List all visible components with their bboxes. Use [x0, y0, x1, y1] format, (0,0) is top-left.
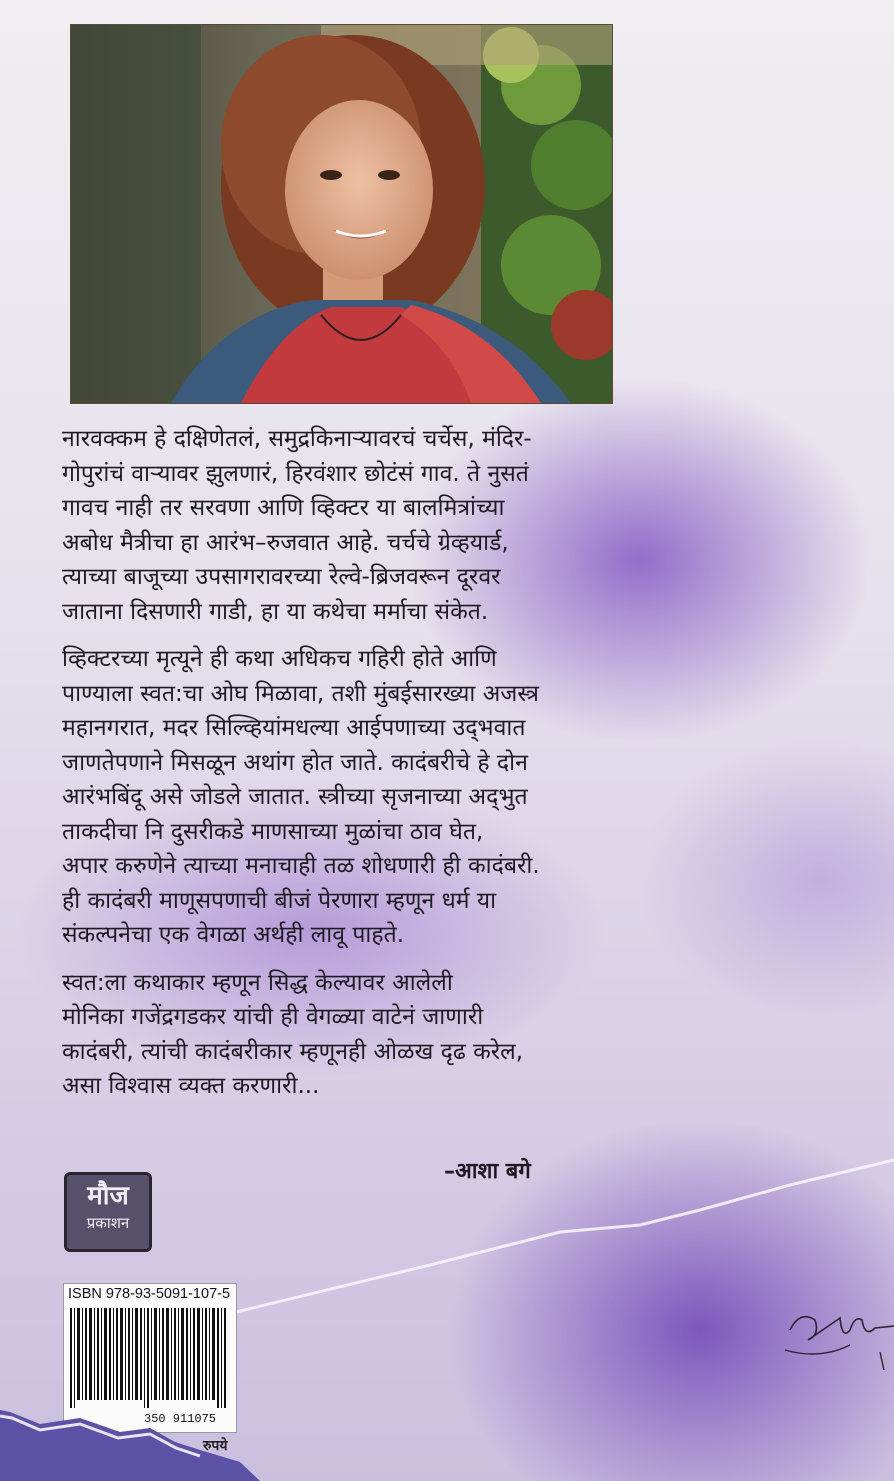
blurb-line: अपार करुणेने त्याच्या मनाचाही तळ शोधणारी ही कादंबरी.: [62, 853, 540, 879]
blurb-line: गोपुरांचं वाऱ्यावर झुलणारं, हिरवंशार छोटंसं गाव. ते नुसतं: [62, 460, 529, 487]
blurb-line: संकल्पनेचा एक वेगळा अर्थही लावू पाहते.: [62, 922, 405, 948]
blurb-signature: –आशा बगे: [444, 1159, 531, 1184]
author-photo: [71, 25, 612, 403]
blurb-line: आरंभबिंदू असे जोडले जातात. स्त्रीच्या सृजनाच्या अद्‌भुत: [62, 784, 528, 810]
autograph-signature: [780, 1290, 894, 1380]
blurb-line: नारवक्कम हे दक्षिणेतलं, समुद्रकिनाऱ्यावरचं चर्चेस, मंदिर-: [62, 426, 532, 452]
publisher-logo-name: मौज: [87, 1181, 129, 1211]
barcode-digits: 350 911075: [144, 1412, 217, 1426]
blurb-line: जाताना दिसणारी गाडी, हा या कथेचा मर्माचा संकेत.: [62, 598, 489, 625]
blurb-paragraph-2: [62, 642, 852, 953]
publisher-logo: [64, 1172, 152, 1252]
blurb-line: ही कादंबरी माणूसपणाची बीजं पेरणारा म्हणून धर्म या: [62, 887, 497, 914]
blurb-line: ताकदीचा नि दुसरीकडे माणसाच्या मुळांचा ठाव घेत,: [62, 818, 484, 845]
barcode-bars: [70, 1308, 230, 1408]
blurb-line: अबोध मैत्रीचा हा आरंभ–रुजवात आहे. चर्चचे ग्रेव्हयार्ड,: [62, 529, 509, 556]
blurb-paragraph-3: [62, 966, 852, 1104]
blurb-line: स्वत:ला कथाकार म्हणून सिद्ध केल्यावर आलेली: [62, 969, 453, 996]
blurb-line: पाण्याला स्वत:चा ओघ मिळावा, तशी मुंबईसारख्या अजस्त्र: [62, 680, 539, 707]
blurb-line: कादंबरी, त्यांची कादंबरीकार म्हणूनही ओळख दृढ करेल,: [62, 1038, 524, 1065]
blurb-line: गावच नाही तर सरवणा आणि व्हिक्टर या बालमित्रांच्या: [62, 495, 505, 521]
publisher-logo-subtitle: प्रकाशन: [86, 1214, 130, 1232]
price-label: रुपये: [203, 1438, 228, 1454]
blurb-line: त्याच्या बाजूच्या उपसागरावरच्या रेल्वे-ब्रिजवरून दूरवर: [62, 564, 501, 590]
isbn-label: ISBN 978-93-5091-107-5: [68, 1286, 231, 1302]
blurb-line: व्हिक्टरच्या मृत्यूने ही कथा अधिकच गहिरी होते आणि: [62, 646, 497, 672]
blurb-text: [62, 422, 852, 1117]
blurb-line: मोनिका गजेंद्रगडकर यांची ही वेगळ्या वाटेनं जाणारी: [62, 1004, 484, 1030]
blurb-line: महानगरात, मदर सिल्व्हियांमधल्या आईपणाच्या उद्‌भवात: [62, 715, 526, 741]
blurb-line: असा विश्वास व्यक्त करणारी...: [62, 1073, 320, 1099]
blurb-line: जाणतेपणाने मिसळून अथांग होत जाते. कादंबरीचे हे दोन: [62, 749, 528, 776]
blurb-paragraph-1: [62, 422, 852, 629]
